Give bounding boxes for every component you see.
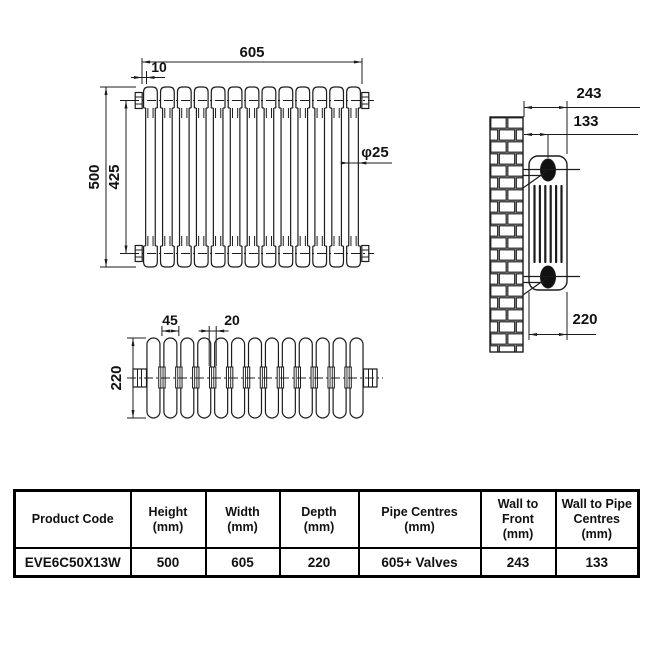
- spec-cell-wall_to_front: 243: [481, 548, 556, 577]
- spec-cell-width: 605: [206, 548, 280, 577]
- dim-plan-depth: 220: [108, 365, 125, 391]
- dim-front-height: 500: [86, 164, 103, 190]
- dim-front-column-diameter: φ25: [361, 144, 389, 161]
- spec-cell-depth: 220: [280, 548, 359, 577]
- spec-cell-wall_to_pipe_centres: 133: [556, 548, 639, 577]
- front-view: [86, 44, 392, 267]
- plan-view: [108, 312, 383, 418]
- brick-wall: [490, 117, 523, 352]
- dim-front-end-offset: 10: [151, 59, 167, 75]
- spec-cell-height: 500: [131, 548, 206, 577]
- dim-side-wall-to-front: 243: [576, 85, 602, 102]
- spec-table-data-row: [15, 548, 639, 577]
- spec-header-wall_to_front: Wall to Front (mm): [481, 491, 556, 549]
- spec-header-wall_to_pipe_centres: Wall to Pipe Centres (mm): [556, 491, 639, 549]
- spec-header-width: Width (mm): [206, 491, 280, 549]
- spec-header-height: Height (mm): [131, 491, 206, 549]
- spec-header-depth: Depth (mm): [280, 491, 359, 549]
- spec-table-wrap: [13, 489, 637, 578]
- spec-cell-pipe_centres: 605+ Valves: [359, 548, 481, 577]
- spec-cell-product_code: EVE6C50X13W: [15, 548, 131, 577]
- side-view: [490, 85, 640, 352]
- dim-plan-section-width: 45: [162, 312, 178, 328]
- spec-table-header-row: [15, 491, 639, 549]
- dim-plan-section-gap: 20: [224, 312, 240, 328]
- spec-header-pipe_centres: Pipe Centres (mm): [359, 491, 481, 549]
- dim-side-depth: 220: [572, 311, 598, 328]
- dim-front-tapping-centres: 425: [106, 164, 123, 190]
- dim-front-width: 605: [239, 44, 265, 61]
- dim-side-wall-to-pipe-centres: 133: [573, 113, 599, 130]
- spec-header-product_code: Product Code: [15, 491, 131, 549]
- spec-table: [13, 489, 640, 578]
